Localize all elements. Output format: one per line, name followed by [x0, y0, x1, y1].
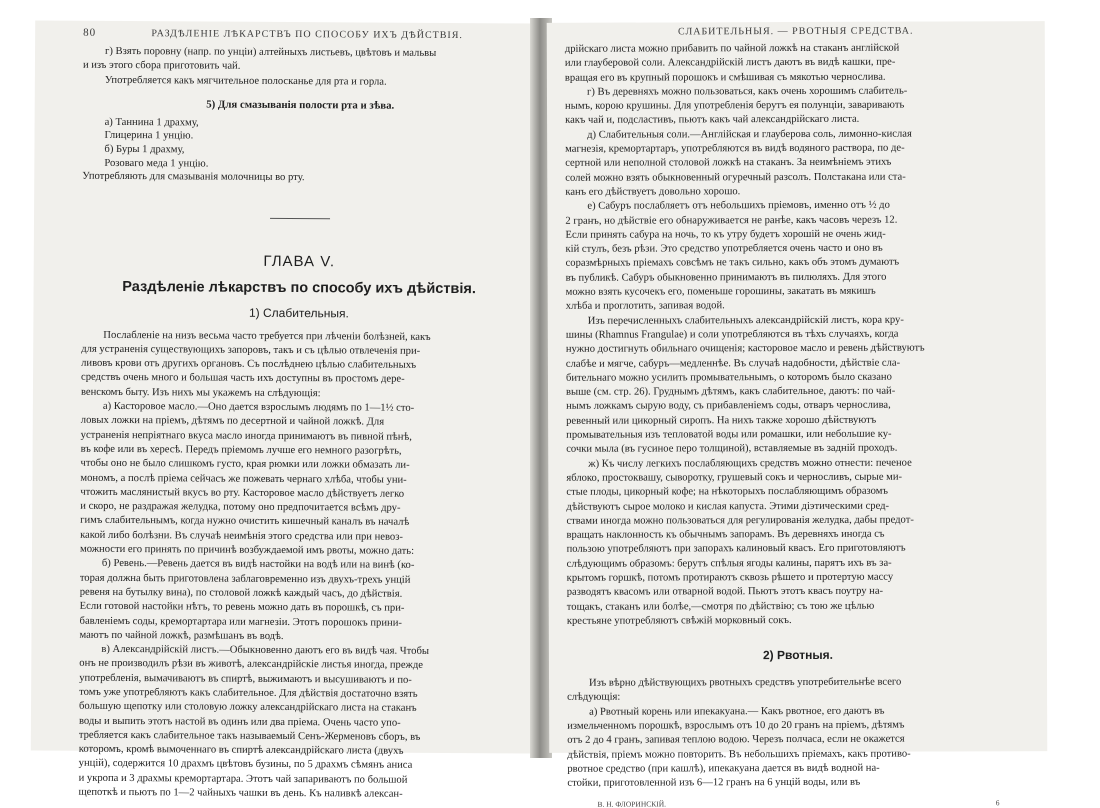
- text-line: дрійскаго листа можно прибавить по чайной ложкѣ на стаканъ англійской: [564, 42, 900, 55]
- text-line: яблоко, простоквашу, сыворотку, грушевый сокъ и черносливъ, сырые ми-: [566, 471, 903, 484]
- text-line: какой либо болѣзни. Въ случаѣ неимѣнія этого средства или при невоз-: [80, 529, 403, 543]
- text-line: въ публикѣ. Сабуръ обыкновенно принимаютъ въ пилюляхъ. Для этого: [565, 271, 887, 284]
- right-page: [547, 21, 1048, 808]
- recipe-list: [104, 116, 517, 173]
- text-line: ловых ложки на пріемъ, дѣтямъ по десертной и чайной ложкѣ. Для: [80, 415, 385, 428]
- text-line: ревенный или цикорный сиропъ. На нихъ также хорошо дѣйствуютъ: [566, 414, 877, 427]
- text-line: промывательныя изъ тепловатой воды или ромашки, или небольшие ку-: [566, 428, 892, 441]
- text-line: стые плоды, цикорный кофе; на нѣкоторыхъ послабляющимъ образомъ: [566, 485, 888, 499]
- text-line: стойки, приготовленной изъ 6—12 гранъ на 6 унцій воды, или въ: [567, 777, 861, 790]
- text-line: измельченномъ порошкѣ, взрослымъ отъ 10 до 20 гранъ на пріемъ, дѣтямъ: [567, 719, 905, 732]
- text-line: а) Касторовое масло.—Оно дается взрослымъ людямъ по 1—1½ сто-: [102, 400, 415, 414]
- text-line: слѣдующимъ образомъ: берутъ спѣлыя ягоды калины, парятъ ихъ въ за-: [566, 557, 892, 570]
- text-line: устраненія непріятнаго вкуса масло иногда принимаютъ въ пивной пѣнѣ,: [80, 429, 412, 443]
- left-page: [31, 20, 540, 800]
- text-line: а) Рвотный корень или ипекакуана.— Какъ рвотное, его даютъ въ: [589, 705, 885, 718]
- text-line: венскомъ быту. Изъ нихъ мы укажемъ на слѣдующія:: [80, 386, 321, 399]
- text-line: рвотное средство (при кашлѣ), ипекакуана дается въ видѣ водной на-: [567, 762, 880, 775]
- recipe-line: Глицерина 1 унцію.: [104, 130, 194, 142]
- text-line: 2 гранъ, но дѣйствіе его обнаруживается не ранѣе, какъ часовъ черезъ 12.: [565, 214, 898, 227]
- recipe-line: а) Таннина 1 драхму,: [104, 116, 199, 129]
- text-line: магнезія, кремортартаръ, употребляются въ видѣ водяного раствора, по де-: [565, 142, 905, 155]
- text-line: нымъ, корою крушины. Для употребленія берутъ ея полунціи, заваривають: [565, 99, 905, 112]
- text-line: дѣйствія, пріемъ можно повторить. Въ небольшихъ пріемахъ, какъ противо-: [567, 748, 911, 761]
- right-running-title: СЛАБИТЕЛЬНЫЯ. — РВОТНЫЯ СРЕДСТВА.: [677, 25, 914, 38]
- text-line: вращая его въ крупный порошокъ и смѣшивая съ мякотью чернослива.: [564, 71, 886, 84]
- text-line: можности его принять по причинѣ возбуждаемой имъ рвоты, можно дать:: [79, 543, 415, 557]
- text-line: маютъ по чайной ложкѣ, размѣшанъ въ водѣ.: [79, 629, 284, 642]
- text-line: шины (Rhamnus Frangulae) и соли употребляются въ тѣхъ случаяхъ, когда: [565, 328, 899, 341]
- text-line: можно взять кусочекъ его, поменьше горошины, закатать въ мякишъ: [565, 285, 876, 298]
- chapter-number: ГЛАВА V.: [263, 252, 336, 270]
- section-5-title: 5) Для смазыванія полости рта и зѣва.: [206, 98, 395, 112]
- text-line: слабѣе и мягче, сабуръ—медленнѣе. Въ случаѣ надобности, дѣйствіе сла-: [565, 357, 901, 370]
- text-line: Употребляется какъ мягчительное полосканье для рта и горла.: [104, 74, 387, 88]
- left-running-title: РАЗДѢЛЕНІЕ ЛѢКАРСТВЪ ПО СПОСОБУ ИХЪ ДѢЙСТВІЯ.: [151, 28, 463, 42]
- text-line: г) Взять поровну (напр. по унціи) алтейныхъ листьевъ, цвѣтовъ и мальвы: [105, 45, 437, 59]
- subsection-emetics: 2) Рвотныя.: [762, 648, 833, 663]
- footer-signature: 6: [995, 797, 1000, 807]
- text-line: большую щепотку или столовую ложку александрійскаго листа на стаканъ: [79, 701, 417, 715]
- text-line: Послабленіе на низъ весьма часто требуется при лѣченіи болѣзней, какъ: [103, 329, 431, 343]
- text-line: чтожить маслянистый вкусъ во рту. Касторовое масло дѣйствуетъ легко: [80, 486, 405, 500]
- text-line: въ кофе или въ хересѣ. Передъ пріемомъ лучше его немного разогрѣть,: [80, 443, 402, 457]
- text-line: ствами иногда можно пользоваться для регулированія желудка, дабы предот-: [566, 514, 914, 527]
- text-line: онъ не производилъ рѣзи въ животѣ, александрійскіе листья иногда, прежде: [79, 658, 424, 672]
- text-line: отъ 2 до 4 гранъ, запивая теплою водою. Черезъ полчаса, если не окажется: [567, 733, 905, 747]
- chapter-title: Раздѣленіе лѣкарствъ по способу ихъ дѣйствія.: [122, 278, 476, 297]
- text-line: какъ чай и, подсластивъ, пьютъ какъ чай александрійскаго листа.: [565, 114, 860, 127]
- text-line: Если готовой настойки нѣтъ, то ревень можно дать въ порошкѣ, съ при-: [79, 600, 405, 614]
- text-line: воды и выпить этотъ настой въ одинъ или два пріема. Очень часто упо-: [78, 715, 401, 729]
- recipe-line: б) Буры 1 драхму,: [104, 143, 185, 156]
- text-line: чтобы оно не было слишкомъ густо, края рюмки или ложки обмазать ли-: [80, 457, 410, 471]
- text-line: и скоро, не раздражая желудка, потому оно предпочитается всѣмъ дру-: [80, 500, 401, 514]
- text-line: ливовъ крови отъ другихъ органовъ. Съ послѣднею цѣлью слабительныхъ: [81, 357, 417, 371]
- text-line: торая должна быть приготовлена заблаговременно изъ двухъ-трехъ унцій: [79, 572, 411, 586]
- text-line: нужно достигнуть обильнаго очищенія; касторовое масло и ревень дѣйствуютъ: [565, 342, 925, 356]
- text-line: Изъ перечисленныхъ слабительныхъ александрійскій листъ, кора кру-: [587, 314, 904, 327]
- text-line: для устраненія существующихъ запоровъ, такъ и съ цѣлью отвлеченія при-: [81, 343, 421, 357]
- right-body-text-2: [567, 675, 1029, 791]
- text-line: тощакъ, стаканъ или болѣе,—смотря по дѣйствію; съ тою же цѣлью: [566, 600, 875, 613]
- text-line: е) Сабуръ послабляетъ отъ небольшихъ пріемовъ, именно отъ ½ до: [587, 199, 890, 212]
- text-line: г) Въ деревняхъ можно пользоваться, какъ очень хорошимъ слабитель-: [586, 85, 908, 98]
- text-line: крытомъ горшкѣ, потомъ протираютъ сквозь рѣшето и протертую массу: [566, 571, 894, 584]
- text-line: сертной или неполной столовой ложкѣ на стаканъ. За неимѣніемъ этихъ: [565, 157, 892, 170]
- text-line: сочки мыла (въ гусиное перо толщиной), вставляемые въ задній проходъ.: [566, 442, 898, 456]
- text-line: кій стулъ, безъ рѣзи. Это средство употребляется очень часто и оно въ: [565, 242, 883, 255]
- text-line: требляется какъ слабительное такъ называемый Сенъ-Жерменовъ сборъ, въ: [78, 729, 421, 743]
- text-line: или глауберовой соли. Александрійскій листъ даютъ въ видѣ кашки, пре-: [564, 56, 896, 70]
- text-line: слѣдующія:: [567, 692, 621, 704]
- text-line: канъ его дѣйствуетъ довольно хорошо.: [565, 186, 741, 198]
- recipe-line: Розоваго меда 1 унцію.: [104, 157, 209, 170]
- right-running-head: [565, 25, 1027, 41]
- text-line: которомъ, кромѣ вымоченнаго въ спиртѣ александрійскаго листа (двухъ: [78, 743, 404, 757]
- text-line: разводятъ квасомъ или отварной водой. Пьютъ этотъ квасъ поутру на-: [566, 585, 884, 599]
- text-line: Если принять сабура на ночь, то къ утру будетъ хорошій не очень жид-: [565, 228, 886, 241]
- text-line: гимъ слабительнымъ, когда нужно очистить кишечный каналъ въ началѣ: [80, 515, 410, 529]
- text-line: соразмѣрныхъ пріемахъ совсѣмъ не такъ сильно, какъ объ этомъ думаютъ: [565, 257, 900, 270]
- text-line: выше (см. стр. 26). Груднымъ дѣтямъ, какъ слабительное, даютъ: по чай-: [565, 385, 896, 398]
- text-line: крестьяне употребляютъ свѣжій морковный сокъ.: [566, 614, 792, 627]
- text-line: хлѣба и проглотить, запивая водой.: [565, 300, 725, 313]
- text-line: ревеня на бутылку вина), по столовой ложкѣ каждый часъ, до дѣйствія.: [79, 586, 403, 600]
- section-divider: [270, 217, 330, 218]
- text-line: дѣйствуютъ сырое молоко и кислая капуста. Этими діэтическими сред-: [566, 500, 890, 513]
- text-line: средствъ очень много и большая часть ихъ доступны въ простомъ дере-: [81, 372, 405, 386]
- right-body-text: [565, 41, 1029, 629]
- text-line: употребленія, вымачиваютъ въ спиртѣ, выжимаютъ и высушиваютъ и по-: [79, 672, 412, 686]
- text-line: вращать наклонность къ обычнымъ запорамъ. Въ деревняхъ иногда съ: [566, 528, 885, 541]
- text-line: унцій), содержится 10 драхмъ цвѣтовъ бузины, по 5 драхмъ сѣмянъ аниса: [78, 758, 413, 772]
- text-line: пользою употребляютъ при запорахъ калиновый квасъ. Его приготовляютъ: [566, 543, 906, 556]
- left-body-text: [78, 328, 516, 802]
- text-line: бавленіемъ соды, кремортартара или магнезіи. Этотъ порошокъ прини-: [79, 615, 402, 629]
- text-line: мономъ, а послѣ пріема сейчасъ же пожевать чернаго хлѣба, чтобы уни-: [80, 472, 407, 486]
- text-line: томъ уже употребляютъ какъ слабительное. Для дѣйствія достаточно взять: [79, 686, 418, 700]
- left-running-head: [83, 27, 518, 44]
- recipe-use: Употребляють для смазыванія молочницы во рту.: [82, 171, 305, 184]
- text-line: б) Ревень.—Ревень дается въ видѣ настойки на водѣ или на винѣ (ко-: [101, 558, 415, 572]
- left-intro: [83, 45, 518, 91]
- text-line: Изъ вѣрно дѣйствующихъ рвотныхъ средствъ употребительнѣе всего: [589, 676, 902, 689]
- text-line: щепоткѣ и пьютъ по 1—2 чайныхъ чашки въ день. Къ наливкѣ алексан-: [78, 786, 403, 800]
- text-line: и укропа и 3 драхмы кремортартара. Этотъ чай запариваютъ по большой: [78, 772, 408, 786]
- text-line: ж) Къ числу легкихъ послабляющихъ средствъ можно отнести: печеное: [588, 457, 912, 470]
- text-line: нымъ ложкамъ сырую воду, съ прибавленіемъ соды, отваръ чернослива,: [566, 400, 891, 413]
- text-line: и изъ этого сбора приготовить чай.: [82, 60, 241, 73]
- text-line: бительнаго можно усилить промывательнымъ, о которомъ было сказано: [565, 371, 892, 384]
- text-line: солей можно взять обыкновенный огуречный разсолъ. Полстакана или ста-: [565, 171, 906, 184]
- text-line: в) Александрійскій листъ.—Обыкновенно даютъ его въ видѣ чая. Чтобы: [101, 643, 429, 657]
- left-page-number: 80: [83, 26, 97, 39]
- subsection-laxatives: 1) Слабительныя.: [248, 305, 349, 320]
- text-line: д) Слабительныя соли.—Англійская и глауберова соль, лимонно-кислая: [587, 128, 912, 141]
- footer-author: В. Н. ФЛОРИНСКІЙ.: [597, 799, 667, 808]
- page-footer: [567, 798, 1029, 808]
